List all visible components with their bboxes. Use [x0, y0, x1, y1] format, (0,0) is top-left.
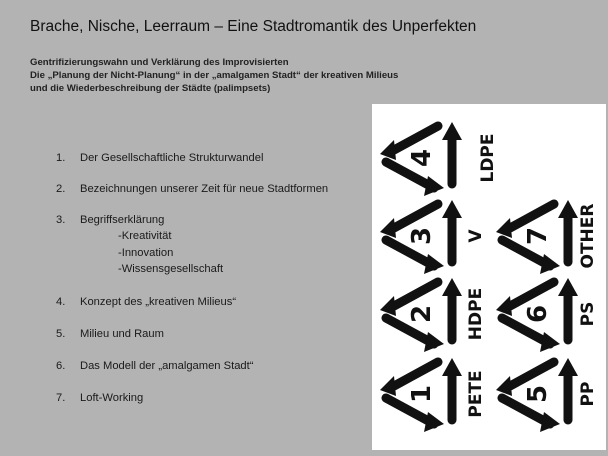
- recycling-label: HDPE: [466, 287, 486, 341]
- agenda-item: [56, 358, 328, 374]
- recycling-number: 7: [523, 226, 553, 246]
- agenda-number: 2.: [56, 183, 66, 195]
- agenda-label: Bezeichnungen unserer Zeit für neue Stadtformen: [80, 183, 329, 195]
- agenda-list: [56, 150, 328, 406]
- agenda-subitem: -Wissensgesellschaft: [118, 263, 224, 275]
- agenda-number: 1.: [56, 152, 66, 164]
- recycling-number: 4: [407, 148, 437, 168]
- recycling-label: V: [466, 229, 486, 243]
- recycling-code-4: [380, 122, 498, 196]
- agenda-number: 5.: [56, 327, 66, 340]
- agenda-label: Loft-Working: [80, 391, 144, 404]
- agenda-number: 3.: [56, 214, 66, 226]
- agenda-item: [56, 294, 328, 310]
- agenda-label: Konzept des „kreativen Milieus“: [80, 295, 237, 308]
- agenda-item: [56, 181, 328, 197]
- subtitle-line: und die Wiederbeschreibung der Städte (palimpsets): [30, 83, 271, 94]
- agenda-label: Begriffserklärung: [80, 214, 165, 226]
- agenda-item: [56, 212, 328, 278]
- agenda-subitem: -Kreativität: [118, 230, 172, 242]
- recycling-label: OTHER: [578, 203, 598, 269]
- recycling-code-1: [380, 358, 486, 432]
- recycling-code-5: [496, 358, 598, 432]
- recycling-code-6: [496, 278, 598, 352]
- agenda-label: Das Modell der „amalgamen Stadt“: [80, 359, 254, 372]
- recycling-label: LDPE: [478, 133, 498, 183]
- recycling-label: PETE: [466, 370, 486, 418]
- agenda-subitem: -Innovation: [118, 246, 174, 259]
- recycling-codes-image: [372, 104, 606, 450]
- agenda-item: [56, 390, 328, 406]
- recycling-code-7: [496, 200, 598, 274]
- agenda-item: [56, 326, 328, 342]
- recycling-label: PP: [578, 381, 598, 407]
- agenda-number: 7.: [56, 391, 66, 404]
- agenda-item: [56, 150, 328, 166]
- recycling-code-3: [380, 200, 486, 274]
- subtitle-line: Gentrifizierungswahn und Verklärung des Improvisierten: [30, 57, 289, 68]
- recycling-label: PS: [578, 301, 598, 327]
- recycling-code-2: [380, 278, 486, 352]
- recycling-number: 2: [407, 304, 437, 324]
- subtitle-line: Die „Planung der Nicht-Planung“ in der „amalgamen Stadt“ der kreativen Milieus: [30, 70, 399, 81]
- agenda-number: 6.: [56, 359, 66, 372]
- recycling-number: 1: [407, 384, 437, 404]
- recycling-number: 6: [523, 304, 553, 324]
- agenda-number: 4.: [56, 295, 66, 308]
- agenda-label: Der Gesellschaftliche Strukturwandel: [80, 152, 264, 164]
- slide-subtitle: [30, 56, 398, 95]
- recycling-number: 3: [407, 226, 437, 246]
- recycling-number: 5: [523, 384, 553, 404]
- recycling-symbols-icon: [372, 104, 606, 450]
- agenda-label: Milieu und Raum: [80, 327, 164, 340]
- slide-title: Brache, Nische, Leerraum – Eine Stadtromantik des Unperfekten: [30, 18, 477, 35]
